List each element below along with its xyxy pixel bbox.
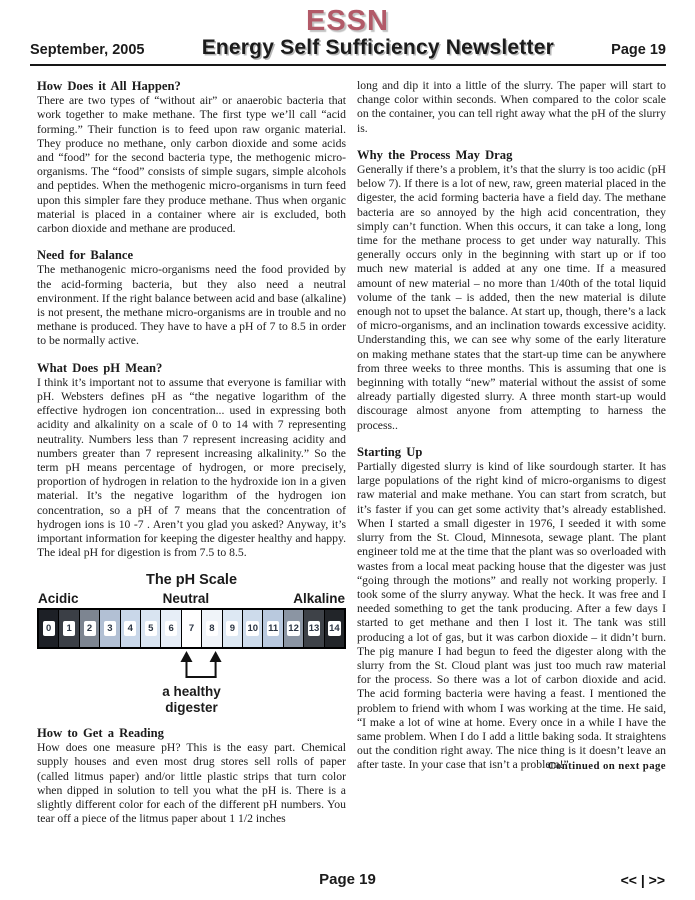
section-heading-why-the-process-may-drag: Why the Process May Drag (357, 147, 513, 162)
paragraph: Partially digested slurry is kind of like sourdough starter. It has large populations of the right kind of micro-organisms to digest raw material and make methane. You can start from scratch, but it’s faster if you can get some activity that’s already established. When I started a small digester in 1976, I seeded it with some slurry from the St. Cloud, Minnesota, sewage plant. The plant engineer told me at the time that the plant was so overloaded with wastes from a local meat packing house that the digester was just “going through the motions” and really not working properly. I took some of the slurry anyway. What the heck. It was free and I needed something to get the tank producing. After a few days I started to get methane and then I lost it. The tank was still producing a lot of gas, but it was carbon dioxide – it didn’t burn. The pig manure I had begun to feed the digester along with the slurry from the St. Cloud plant was just too much raw material for the process. So there was a lot of carbon dioxide and acid. The acid forming bacteria were having a feast. I mentioned the problem to friend with whom I was working at the time. He said, “I make a lot of wine at home. Every once in a while I have the same problem. When I do I add a little baking soda. It straightens out the condition right away. The nice thing is it doesn’t leave an after taste. In your case that isn’t a problem!” (357, 460, 666, 772)
ph-cell-3 (99, 610, 119, 647)
ph-cell-value: 0 (43, 621, 55, 636)
paragraph-continuation: long and dip it into a little of the slurry. The paper will start to change color within seconds. When compared to the color scale on the container, you can tell right away what the pH of the slurry is. (357, 79, 666, 135)
ph-cell-value: 2 (84, 621, 96, 636)
ph-cell-4 (120, 610, 140, 647)
section-heading-what-does-ph-mean: What Does pH Mean? (37, 360, 163, 375)
footer (0, 871, 695, 889)
issue-date: September, 2005 (30, 42, 145, 58)
ph-cell-value: 7 (186, 621, 198, 636)
ph-cell-value: 10 (247, 622, 259, 634)
healthy-digester-annotation: a healthy digester (162, 683, 221, 715)
section-heading-how-does-it-all-happen: How Does it All Happen? (37, 79, 181, 93)
essn-logo: ESSN (306, 5, 389, 37)
newsletter-title: Energy Self Sufficiency Newsletter (201, 36, 554, 59)
ph-cell-5 (140, 610, 160, 647)
continued-on-next-page-note: Continued on next page (547, 759, 666, 772)
right-column (357, 79, 666, 826)
ph-cell-value: 8 (206, 621, 218, 636)
header-bar (30, 36, 666, 66)
ph-cell-value: 6 (165, 621, 177, 636)
ph-cell-value: 13 (308, 622, 320, 634)
ph-cell-0 (39, 610, 58, 647)
paragraph: The methanogenic micro-organisms need the food provided by the acid-forming bacteria, but they also need a neutral environment. If the right balance between acid and base (alkaline) is not present, the methane micro-organisms are in trouble and no methane is produced. They have to have a pH of 7 to 8.5 in order to be normally active. (37, 263, 346, 348)
label-alkaline: Alkaline (293, 590, 345, 606)
header-page-number: Page 19 (611, 42, 666, 58)
ph-cell-8 (201, 610, 221, 647)
label-neutral: Neutral (162, 590, 210, 606)
ph-cell-value: 14 (329, 622, 340, 634)
ph-cell-value: 1 (63, 621, 75, 636)
left-column (37, 79, 346, 826)
paragraph: There are two types of “without air” or anaerobic bacteria that work together to make methane. The first type we’ll call “acid forming.” Their function is to feed upon raw organic material. They produce no methane, only carbon dioxide and some acids and “food” for the second bacteria type, the methogenic micro-organisms. The “food” consists of simple sugars, simple alcohols and peptides. When the methogenic micro-organisms in turn feed upon this simpler fare they produce methane. Thus when organic material is placed in a container where air is excluded, both carbon dioxide and methane are produced. (37, 94, 346, 236)
ph-cell-7 (181, 610, 201, 647)
healthy-range-arrows-icon (37, 649, 346, 683)
ph-cell-9 (222, 610, 242, 647)
ph-scale-diagram (37, 573, 346, 716)
footer-page-number: Page 19 (319, 871, 376, 888)
section-heading-need-for-balance: Need for Balance (37, 248, 134, 263)
ph-cell-1 (58, 610, 78, 647)
ph-cell-value: 12 (288, 622, 299, 634)
ph-cell-2 (79, 610, 99, 647)
ph-cell-value: 11 (268, 622, 279, 634)
ph-cell-11 (262, 610, 282, 647)
paragraph: Generally if there’s a problem, it’s that the slurry is too acidic (pH below 7). If there is a lot of new, raw, green material placed in the digester, the acid forming bacteria have a field day. The methane bacteria are so annoyed by the high acid concentration, they simply can’t function. When this occurs, it can take a long, long time for the methane process to get under way naturally. This generally occurs only in the beginning with start up or if too much new material is added at any one time. If a measured amount of new material – no more than 1/40th of the total liquid volume of the tank – is added, then the new material is dilute enough not to upset the balance. At start up, though, there’s a lack of micro-organisms, and an inclination towards excessive acidity. Understanding this, we can see why some of the early literature on making methane states that the start-up time can be anywhere from three weeks to three months. This is assuming that one is beginning with totally “new” material without the assist of some already partially digested slurry. A three month start-up would discourage almost anyone from attempting to harness the process.. (357, 163, 666, 432)
paragraph: How does one measure pH? This is the easy part. Chemical supply houses and even most drug stores sell rolls of paper (called litmus paper) and/or little plastic strips that turn color when dipped in solution to tell you what the pH is. There is a slightly different color for each of the different pH numbers. You tear off a piece of the litmus paper about 1 1/2 inches (37, 741, 346, 826)
ph-cell-10 (242, 610, 262, 647)
ph-cell-13 (303, 610, 323, 647)
article-body (37, 79, 666, 826)
ph-cell-14 (324, 610, 344, 647)
paragraph: I think it’s important not to assume that everyone is familiar with pH. Websters defines pH as “the negative logarithm of the effective hydrogen ion concentration... used in expressing both acidity and alkalinity on a scale of 0 to 14 with 7 representing neutrality. Numbers less than 7 represent increasing acidity and numbers greater than 7 represent increasing alkalinity.” So the term pH means percentage of hydrogen, or more precisely, proportion of hydrogen in relation to the hydroxide ion in a given material. It’s the negative logarithm of the hydrogen ion concentration, so a pH of 7 means that the concentration of hydrogen ions is 10 -7 . Aren’t you glad you asked? Anyway, it’s important information for keeping the digester healthy and happy. The ideal pH for digestion is from 7.5 to 8.5. (37, 375, 346, 560)
ph-cell-value: 4 (124, 621, 136, 636)
header (0, 0, 695, 36)
ph-cell-6 (160, 610, 180, 647)
ph-scale-title: The pH Scale (145, 571, 238, 588)
ph-scale-bar (37, 608, 346, 649)
ph-cell-value: 3 (104, 621, 116, 636)
label-acidic: Acidic (38, 590, 79, 606)
section-heading-starting-up: Starting Up (357, 444, 423, 459)
section-heading-how-to-get-a-reading: How to Get a Reading (37, 725, 164, 740)
ph-cell-12 (283, 610, 303, 647)
ph-cell-value: 9 (226, 621, 238, 636)
prev-next-page-nav[interactable]: << | >> (620, 872, 665, 888)
ph-cell-value: 5 (145, 621, 157, 636)
ph-scale-labels (38, 592, 345, 606)
